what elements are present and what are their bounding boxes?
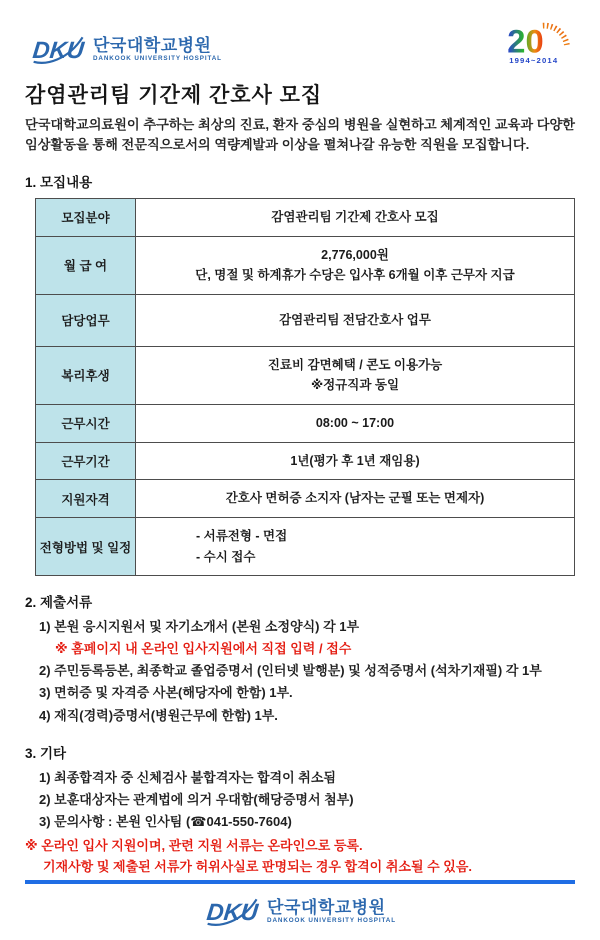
row-value: - 서류전형 - 면접 - 수시 접수 <box>136 517 575 575</box>
intro-line-1: 단국대학교의료원이 추구하는 최상의 진료, 환자 중심의 병원을 실현하고 체계적인 교육과 다양한 <box>25 117 575 132</box>
table-row <box>36 517 575 575</box>
logo-text <box>267 899 396 924</box>
page-title: 감염관리팀 기간제 간호사 모집 <box>25 84 323 107</box>
list-item-note: ※ 홈페이지 내 온라인 입사지원에서 직접 입력 / 접수 <box>55 641 352 657</box>
intro-paragraph <box>25 115 575 156</box>
hospital-name-en: DANKOOK UNIVERSITY HOSPITAL <box>267 916 396 924</box>
table-row <box>36 346 575 404</box>
table-row <box>36 480 575 518</box>
table-row <box>36 198 575 236</box>
anniversary-number: 20 <box>507 22 544 60</box>
dku-letters: DKU <box>205 899 260 926</box>
row-value: 진료비 감면혜택 / 콘도 이용가능 ※정규직과 동일 <box>136 346 575 404</box>
row-label: 근무시간 <box>36 405 136 443</box>
list-item: 3) 문의사항 : 본원 인사팀 (☎041-550-7604) <box>39 813 292 829</box>
page-footer <box>0 878 600 940</box>
notice-line-1: ※ 온라인 입사 지원이며, 관련 지원 서류는 온라인으로 등록. <box>25 837 363 853</box>
section-heading-documents: 2. 제출서류 <box>25 595 93 611</box>
dku-letters: DKU <box>31 38 86 65</box>
logo-text <box>93 37 222 62</box>
list-item: 1) 최종합격자 중 신체검사 불합격자는 합격이 취소됨 <box>39 769 336 785</box>
row-value: 간호사 면허증 소지자 (남자는 군필 또는 면제자) <box>136 480 575 518</box>
row-value: 감염관리팀 기간제 간호사 모집 <box>136 198 575 236</box>
row-value: 2,776,000원 단, 명절 및 하계휴가 수당은 입사후 6개월 이후 근무자 지급 <box>136 236 575 294</box>
row-label: 월 급 여 <box>36 236 136 294</box>
row-value: 1년(평가 후 1년 재임용) <box>136 442 575 480</box>
footer-divider <box>25 880 575 884</box>
hospital-name-en: DANKOOK UNIVERSITY HOSPITAL <box>93 55 222 63</box>
anniversary-dashes <box>543 26 567 45</box>
table-row <box>36 405 575 443</box>
row-label: 담당업무 <box>36 294 136 346</box>
notice-line-2: 기재사항 및 제출된 서류가 허위사실로 판명되는 경우 합격이 취소될 수 있음. <box>43 858 473 874</box>
dku-mark-icon <box>204 896 262 928</box>
intro-line-2: 임상활동을 통해 전문직으로서의 역량계발과 이상을 펼쳐나갈 유능한 직원을 모집합니다. <box>25 137 530 153</box>
row-label: 근무기간 <box>36 442 136 480</box>
row-value: 08:00 ~ 17:00 <box>136 405 575 443</box>
hospital-logo-footer <box>204 896 396 928</box>
page-header <box>0 0 600 68</box>
documents-list <box>25 616 575 726</box>
row-label: 지원자격 <box>36 480 136 518</box>
table-row <box>36 294 575 346</box>
dku-mark-icon <box>30 34 88 66</box>
document-body <box>0 70 600 878</box>
section-heading-etc: 3. 기타 <box>25 745 67 761</box>
anniversary-20-icon <box>503 16 575 66</box>
list-item: 2) 주민등록등본, 최종학교 졸업증명서 (인터넷 발행분) 및 성적증명서 (석차기재필) 각 1부 <box>39 663 542 679</box>
row-label: 모집분야 <box>36 198 136 236</box>
online-application-notice <box>25 836 575 878</box>
etc-list <box>25 767 575 833</box>
recruit-table <box>35 198 575 576</box>
anniversary-years: 1994~2014 <box>509 56 559 66</box>
section-heading-recruit: 1. 모집내용 <box>25 174 93 190</box>
table-row <box>36 442 575 480</box>
hospital-name-ko: 단국대학교병원 <box>267 897 386 917</box>
list-item: 4) 재직(경력)증명서(병원근무에 한함) 1부. <box>39 707 278 723</box>
list-item: 3) 면허증 및 자격증 사본(해당자에 한함) 1부. <box>39 685 293 701</box>
hospital-logo <box>30 34 222 66</box>
hospital-name-ko: 단국대학교병원 <box>93 36 212 56</box>
row-value: 감염관리팀 전담간호사 업무 <box>136 294 575 346</box>
table-row <box>36 236 575 294</box>
list-item: 1) 본원 응시지원서 및 자기소개서 (본원 소정양식) 각 1부 <box>39 619 360 635</box>
list-item: 2) 보훈대상자는 관계법에 의거 우대함(해당증명서 첨부) <box>39 791 354 807</box>
row-label: 복리후생 <box>36 346 136 404</box>
row-label: 전형방법 및 일정 <box>36 517 136 575</box>
